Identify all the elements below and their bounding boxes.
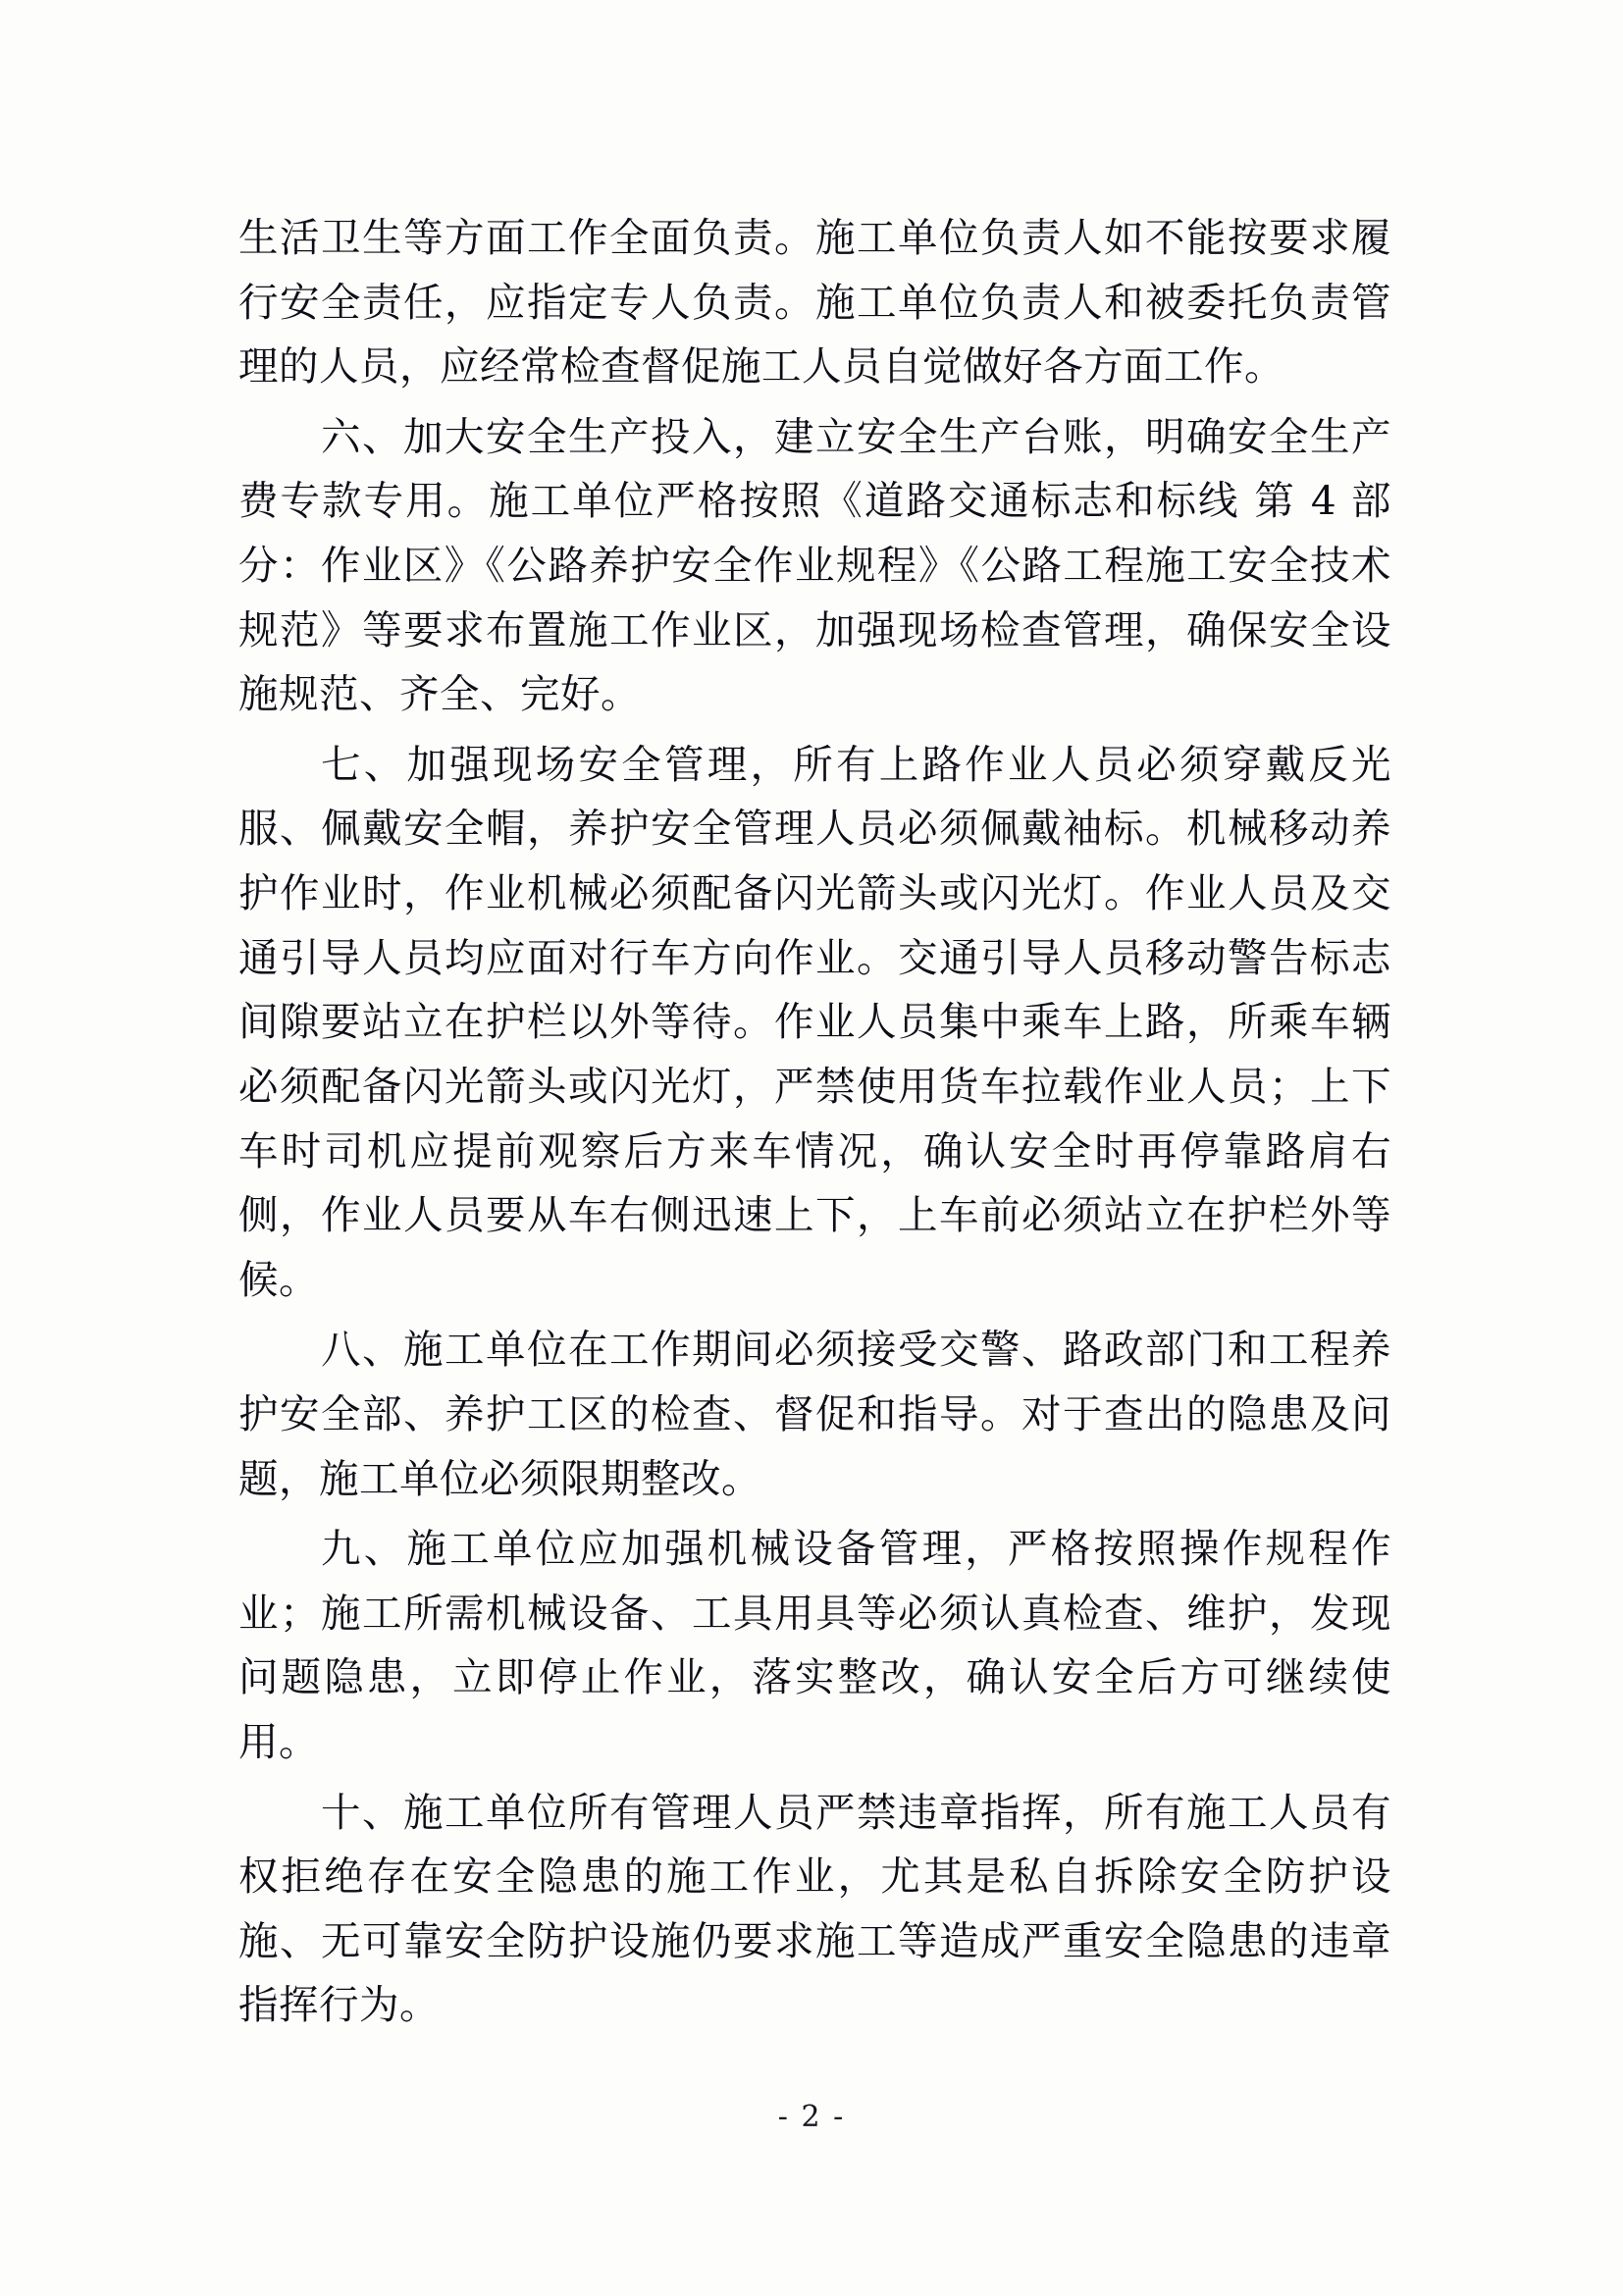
paragraph-item-8: 八、施工单位在工作期间必须接受交警、路政部门和工程养护安全部、养护工区的检查、督促和指导。对于查出的隐患及问题，施工单位必须限期整改。 xyxy=(238,1326,1391,1502)
paragraph-item-7: 七、加强现场安全管理，所有上路作业人员必须穿戴反光服、佩戴安全帽，养护安全管理人员必须佩戴袖标。机械移动养护作业时，作业机械必须配备闪光箭头或闪光灯。作业人员及交通引导人员均应面对行车方向作业。交通引导人员移动警告标志间隙要站立在护栏以外等待。作业人员集中乘车上路，所乘车辆必须配备闪光箭头或闪光灯，严禁使用货车拉载作业人员；上下车时司机应提前观察后方来车情况，确认安全时再停靠路肩右侧，作业人员要从车右侧迅速上下，上车前必须站立在护栏外等候。 xyxy=(238,740,1391,1303)
page-number: - 2 - xyxy=(777,2100,846,2134)
paragraph-item-6: 六、加大安全生产投入，建立安全生产台账，明确安全生产费专款专用。施工单位严格按照《道路交通标志和标线 第 4 部分：作业区》《公路养护安全作业规程》《公路工程施工安全技术规范》等要求布置施工作业区，加强现场检查管理，确保安全设施规范、齐全、完好。 xyxy=(238,412,1391,718)
paragraph-item-9: 九、施工单位应加强机械设备管理，严格按照操作规程作业；施工所需机械设备、工具用具等必须认真检查、维护，发现问题隐患，立即停止作业，落实整改，确认安全后方可继续使用。 xyxy=(238,1525,1391,1766)
paragraph-continuation: 生活卫生等方面工作全面负责。施工单位负责人如不能按要求履行安全责任，应指定专人负责。施工单位负责人和被委托负责管理的人员，应经常检查督促施工人员自觉做好各方面工作。 xyxy=(238,214,1391,391)
document-body xyxy=(238,206,1391,2044)
paragraph-item-10: 十、施工单位所有管理人员严禁违章指挥，所有施工人员有权拒绝存在安全隐患的施工作业，尤其是私自拆除安全防护设施、无可靠安全防护设施仍要求施工等造成严重安全隐患的违章指挥行为。 xyxy=(238,1788,1391,2029)
